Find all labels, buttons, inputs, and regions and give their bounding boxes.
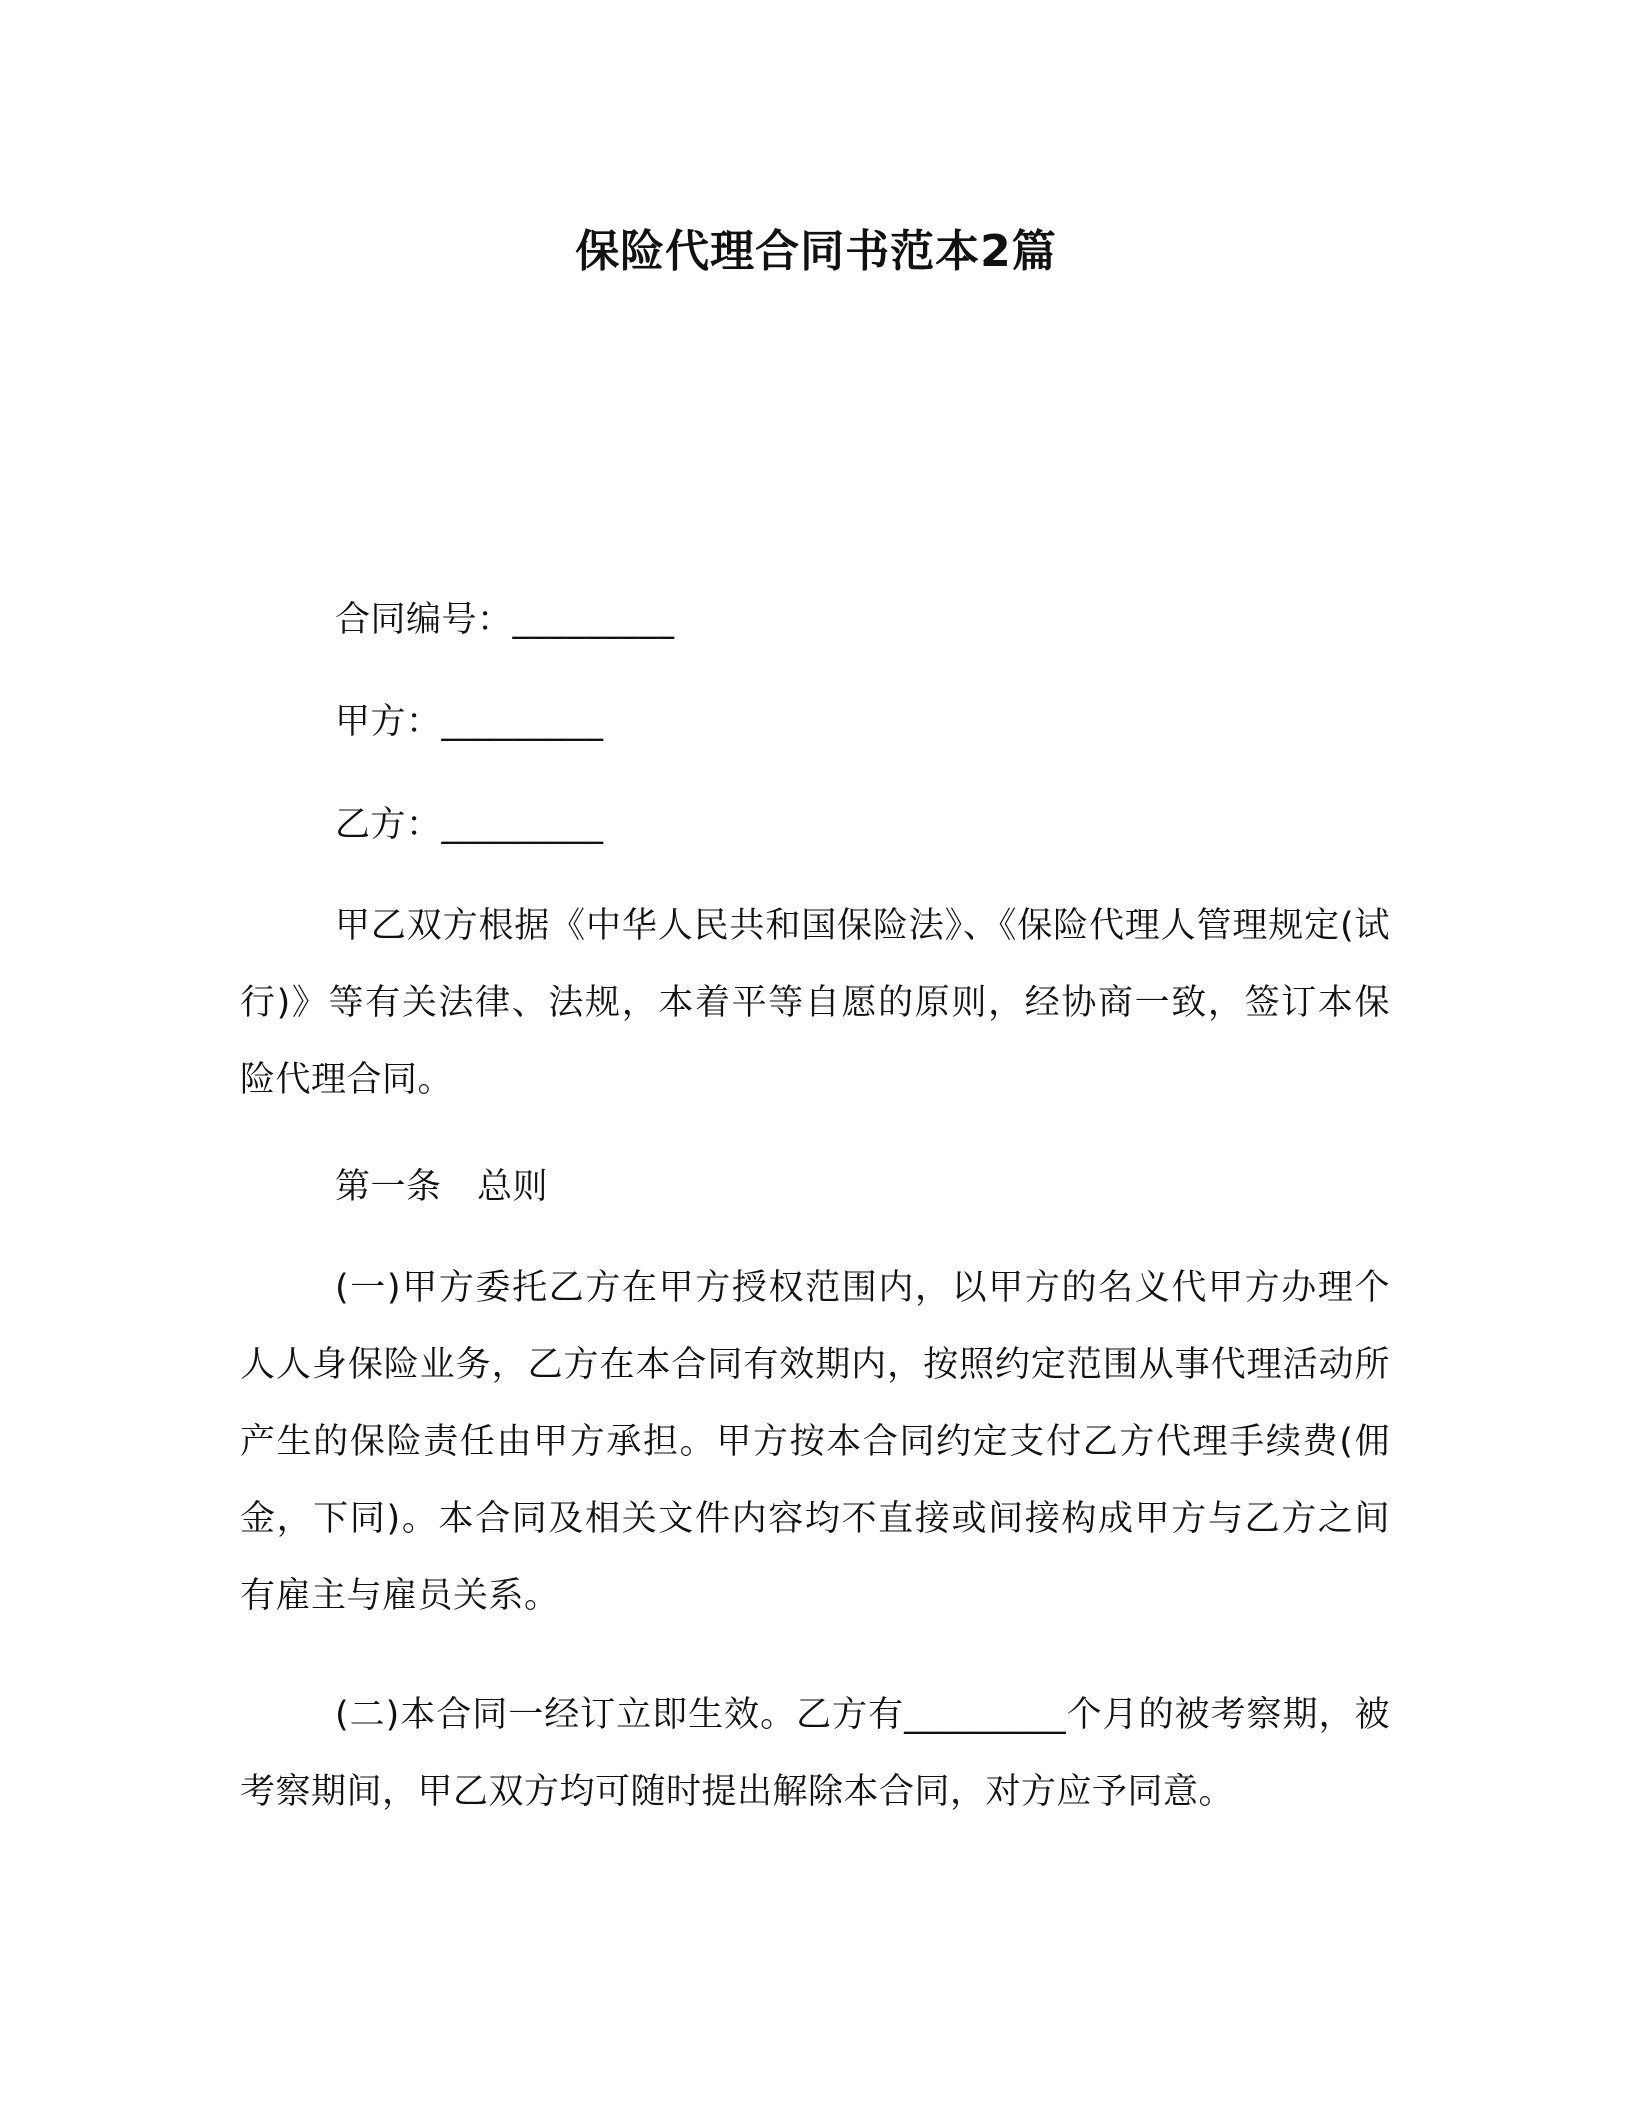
probation-months-blank: _________ bbox=[904, 1695, 1067, 1735]
party-b-label: 乙方： bbox=[335, 805, 442, 845]
clause-2-paragraph bbox=[240, 1677, 1390, 1831]
preamble-paragraph: 甲乙双方根据《中华人民共和国保险法》、《保险代理人管理规定(试行)》等有关法律、法规，本着平等自愿的原则，经协商一致，签订本保险代理合同。 bbox=[240, 906, 1390, 1100]
clause-1-paragraph: (一)甲方委托乙方在甲方授权范围内，以甲方的名义代甲方办理个人人身保险业务，乙方在本合同有效期内，按照约定范围从事代理活动所产生的保险责任由甲方承担。甲方按本合同约定支付乙方代理手续费(佣金，下同)。本合同及相关文件内容均不直接或间接构成甲方与乙方之间有雇主与雇员关系。 bbox=[240, 1268, 1390, 1616]
clause-1-block bbox=[240, 1250, 1390, 1635]
document-title: 保险代理合同书范本2篇 bbox=[575, 226, 1057, 277]
party-b-field bbox=[335, 800, 604, 850]
party-a-field bbox=[335, 697, 604, 747]
clause-2-block bbox=[240, 1677, 1390, 1831]
contract-number-label: 合同编号： bbox=[335, 600, 513, 640]
party-a-label: 甲方： bbox=[335, 702, 442, 742]
clause-2-text-start: (二)本合同一经订立即生效。乙方有 bbox=[335, 1695, 905, 1735]
party-a-blank: _________ bbox=[441, 702, 604, 742]
party-b-blank: _________ bbox=[441, 805, 604, 845]
clause-2-text-end: 个月的被考察期，被考察期间，甲乙双方均可随时提出解除本合同，对方应予同意。 bbox=[240, 1695, 1390, 1812]
contract-number-field bbox=[335, 595, 675, 645]
article-1-heading: 第一条 总则 bbox=[335, 1167, 549, 1207]
preamble-block bbox=[240, 888, 1390, 1119]
contract-number-blank: _________ bbox=[512, 600, 675, 640]
